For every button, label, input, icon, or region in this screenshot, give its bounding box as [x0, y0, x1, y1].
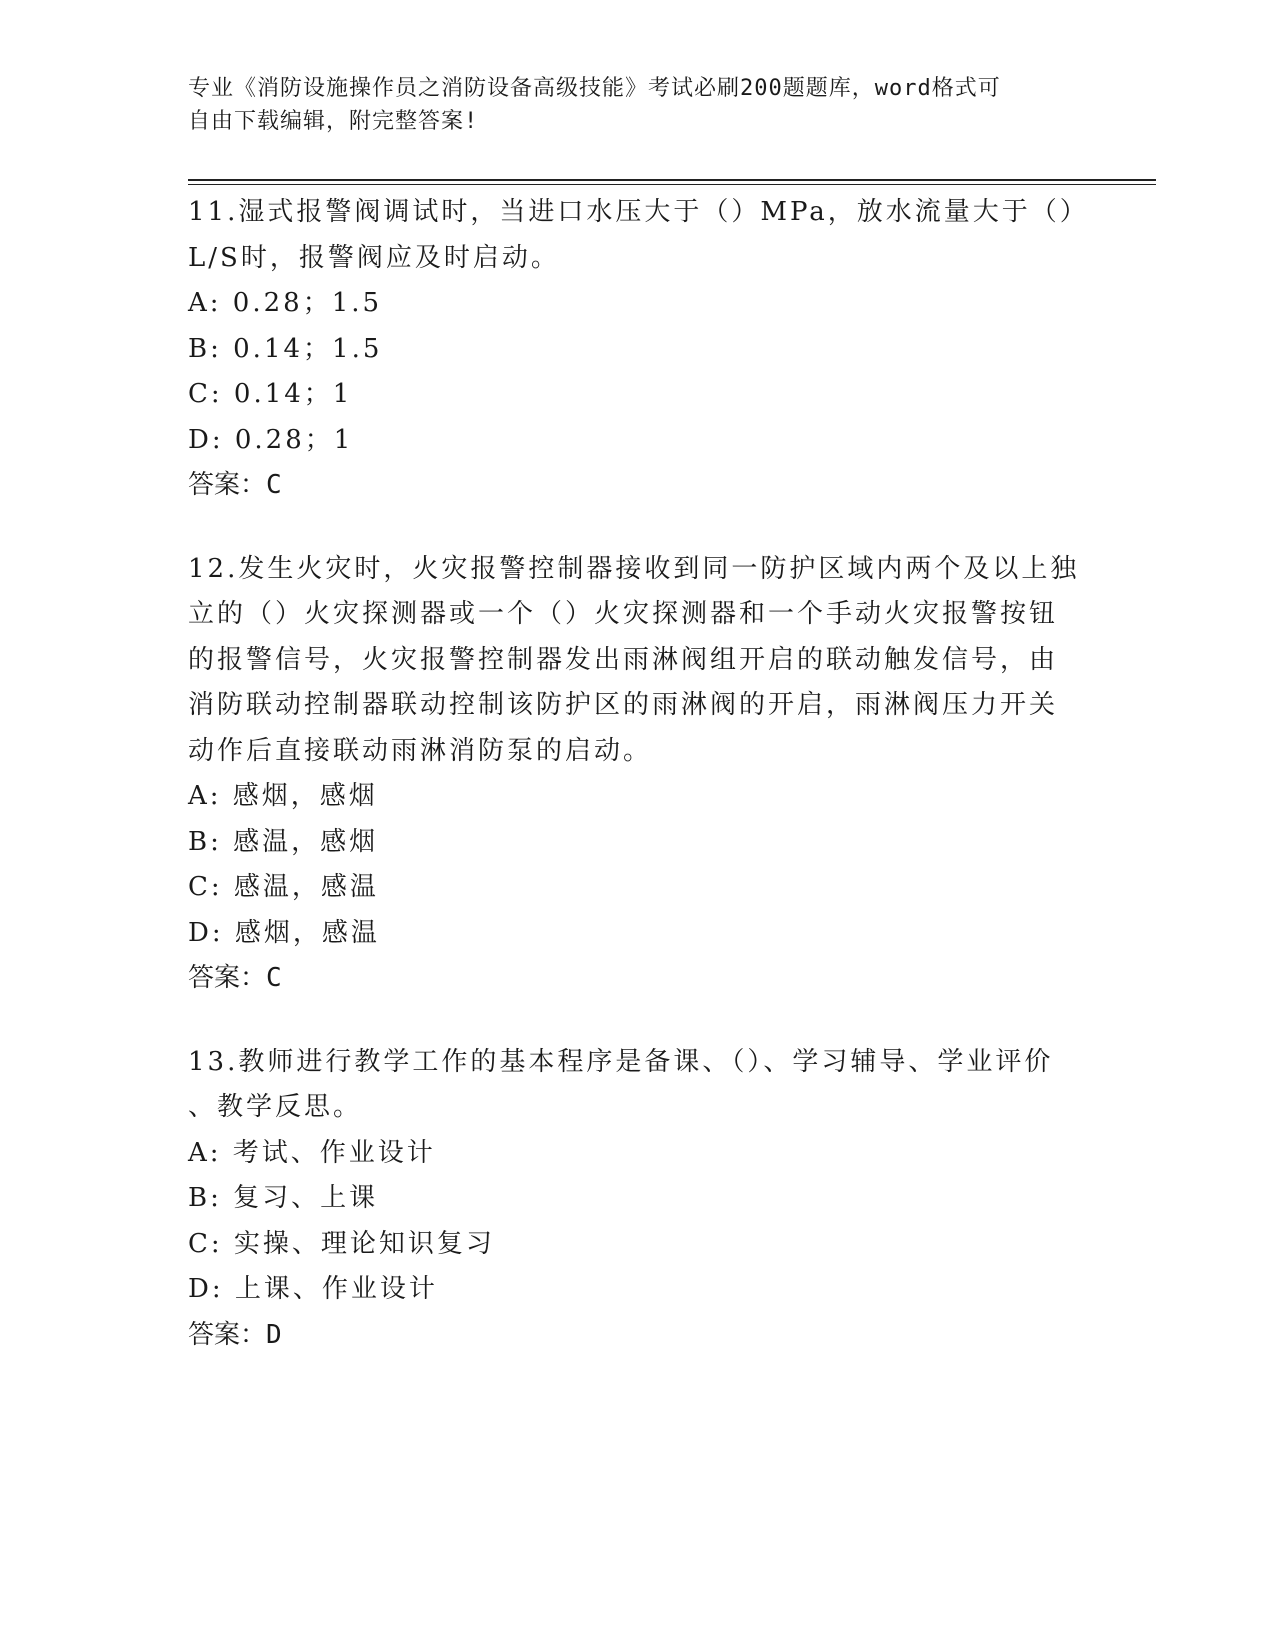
option-c: C: 感温，感温 [188, 872, 379, 902]
header-line-2: 自由下载编辑，附完整答案! [188, 109, 479, 134]
option-d: D: 0.28；1 [188, 424, 354, 455]
question-stem-line: 消防联动控制器联动控制该防护区的雨淋阀的开启，雨淋阀压力开关 [188, 690, 1059, 720]
option-c: C: 0.14；1 [188, 379, 353, 409]
question-12 [188, 547, 1088, 1002]
question-stem-line: 11.湿式报警阀调试时，当进口水压大于（）MPa，放水流量大于（） [188, 197, 1089, 227]
header-line-1: 专业《消防设施操作员之消防设备高级技能》考试必刷200题题库，word格式可 [188, 76, 1001, 101]
option-b: B: 复习、上课 [188, 1183, 379, 1213]
question-list [188, 190, 1088, 1396]
option-c: C: 实操、理论知识复习 [188, 1228, 495, 1259]
option-b: B: 感温，感烟 [188, 826, 379, 857]
question-stem-line: 12.发生火灾时，火灾报警控制器接收到同一防护区域内两个及以上独 [188, 553, 1080, 584]
option-a: A: 考试、作业设计 [188, 1137, 436, 1168]
option-a: A: 感烟，感烟 [188, 781, 378, 811]
header-divider-thick [188, 179, 1156, 181]
question-11 [188, 190, 1088, 509]
question-stem-line: 动作后直接联动雨淋消防泵的启动。 [188, 735, 653, 766]
answer-line: 答案：C [188, 963, 282, 993]
option-b: B: 0.14；1.5 [188, 333, 383, 364]
answer-line: 答案：C [188, 470, 282, 500]
header-divider-thin [188, 184, 1156, 185]
question-stem-line: 13.教师进行教学工作的基本程序是备课、（）、学习辅导、学业评价 [188, 1046, 1054, 1077]
answer-line: 答案：D [188, 1319, 282, 1350]
question-stem-line: 立的（）火灾探测器或一个（）火灾探测器和一个手动火灾报警按钮 [188, 599, 1059, 629]
question-13 [188, 1040, 1088, 1359]
document-header [188, 72, 1068, 138]
question-stem-line: 的报警信号，火灾报警控制器发出雨淋阀组开启的联动触发信号，由 [188, 644, 1059, 675]
option-d: D: 感烟，感温 [188, 917, 380, 948]
option-a: A: 0.28；1.5 [188, 288, 383, 318]
option-d: D: 上课、作业设计 [188, 1274, 438, 1304]
question-stem-line: L/S时，报警阀应及时启动。 [188, 242, 560, 273]
question-stem-line: 、教学反思。 [188, 1092, 363, 1122]
